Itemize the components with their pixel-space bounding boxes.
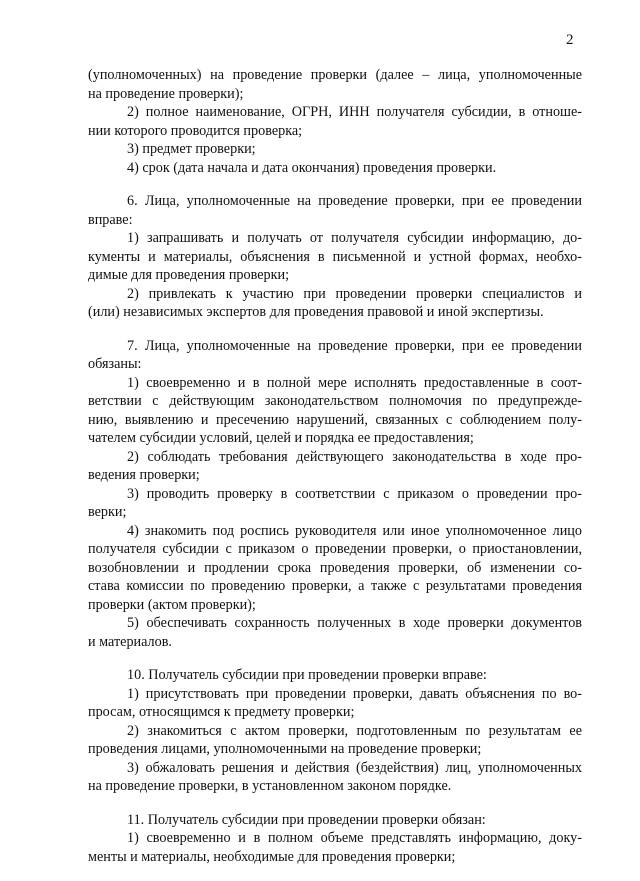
text-line: 2) привлекать к участию при проведении проверки специалистов и <box>127 285 582 302</box>
text-line: става комиссии по проведению проверки, а также с результатами проведения <box>88 578 582 594</box>
paragraph <box>88 666 582 685</box>
paragraph-gap <box>88 177 582 192</box>
text-line: получателя субсидии с приказом о проведении проверки, о приостановлении, <box>88 541 582 557</box>
paragraph-gap <box>88 651 582 666</box>
paragraph-gap <box>88 322 582 337</box>
text-line: кументы и материалы, объяснения в письменной и устной формах, необхо- <box>88 248 582 265</box>
paragraph <box>88 522 582 615</box>
text-line: (или) независимых экспертов для проведения правовой и иной экспертизы. <box>88 304 544 320</box>
text-line: 7. Лица, уполномоченные на проведение проверки, при ее проведении <box>127 337 582 354</box>
text-line: 1) своевременно и в полном объеме представлять информацию, доку- <box>127 830 582 846</box>
text-line: на проведение проверки, в установленном законом порядке. <box>88 778 452 794</box>
text-line: верки; <box>88 504 127 520</box>
text-line: 1) запрашивать и получать от получателя субсидии информацию, до- <box>127 230 582 246</box>
text-line: обязаны: <box>88 356 142 372</box>
paragraph <box>88 66 582 103</box>
paragraph <box>88 192 582 229</box>
paragraph <box>88 140 582 159</box>
text-line: 1) своевременно и в полной мере исполнять предоставленные в соот- <box>127 374 582 391</box>
text-line: возобновлении и продлении срока проведения проверки, об изменении со- <box>88 559 582 576</box>
paragraph <box>88 285 582 322</box>
text-line: нии которого проводится проверка; <box>88 122 303 139</box>
text-line: 1) присутствовать при проведении проверки, давать объяснения по во- <box>127 685 582 702</box>
paragraph <box>88 448 582 485</box>
paragraph <box>88 229 582 285</box>
text-line: димые для проведения проверки; <box>88 267 290 283</box>
paragraph <box>88 374 582 448</box>
page-number: 2 <box>566 32 574 48</box>
text-line: и материалов. <box>88 633 172 650</box>
text-line: на проведение проверки); <box>88 85 244 102</box>
paragraph <box>88 685 582 722</box>
text-line: 10. Получатель субсидии при проведении проверки вправе: <box>127 667 487 683</box>
text-line: 3) предмет проверки; <box>127 141 256 157</box>
text-line: 2) полное наименование, ОГРН, ИНН получателя субсидии, в отноше- <box>127 104 582 120</box>
paragraph <box>88 759 582 796</box>
paragraph <box>88 485 582 522</box>
paragraph <box>88 103 582 140</box>
paragraph <box>88 159 582 178</box>
text-line: ветствии с действующим законодательством полномочия по предупрежде- <box>88 393 582 409</box>
text-line: нию, выявлению и пресечению нарушений, связанных с соблюдением полу- <box>88 411 582 428</box>
text-line: чателем субсидии условий, целей и порядка ее предоставления; <box>88 430 474 446</box>
paragraph <box>88 829 582 866</box>
text-line: 3) проводить проверку в соответствии с приказом о проведении про- <box>127 485 582 502</box>
text-line: 3) обжаловать решения и действия (бездействия) лиц, уполномоченных <box>127 759 582 776</box>
text-line: 6. Лица, уполномоченные на проведение проверки, при ее проведении <box>127 193 582 209</box>
text-line: (уполномоченных) на проведение проверки (далее – лица, уполномоченные <box>88 67 582 83</box>
text-line: 4) знакомить под роспись руководителя или иное уполномоченное лицо <box>127 522 582 539</box>
paragraph <box>88 614 582 651</box>
text-line: 11. Получатель субсидии при проведении проверки обязан: <box>127 811 486 828</box>
text-line: 2) соблюдать требования действующего законодательства в ходе про- <box>127 448 582 465</box>
text-line: менты и материалы, необходимые для проведения проверки; <box>88 848 456 865</box>
text-line: просам, относящимся к предмету проверки; <box>88 704 355 720</box>
text-line: 2) знакомиться с актом проверки, подготовленным по результатам ее <box>127 722 582 739</box>
text-line: проведения лицами, уполномоченными на проведение проверки; <box>88 741 482 757</box>
paragraph <box>88 337 582 374</box>
text-line: ведения проверки; <box>88 467 200 483</box>
paragraph <box>88 811 582 830</box>
text-line: 5) обеспечивать сохранность полученных в ходе проверки документов <box>127 615 582 631</box>
paragraph-gap <box>88 796 582 811</box>
paragraph <box>88 722 582 759</box>
text-line: 4) срок (дата начала и дата окончания) проведения проверки. <box>127 159 497 176</box>
text-line: проверки (актом проверки); <box>88 596 256 613</box>
document-body <box>88 66 582 866</box>
text-line: вправе: <box>88 211 133 228</box>
